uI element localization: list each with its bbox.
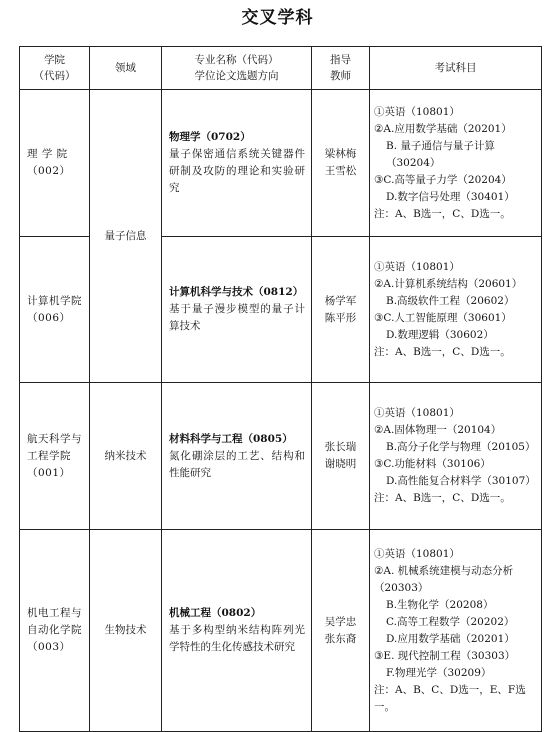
major-topic: 氮化硼涂层的工艺、结构和性能研究 bbox=[169, 449, 305, 479]
advisor-name: 梁林梅 bbox=[324, 148, 357, 160]
exam-line: B.高分子化学与物理（20105） bbox=[386, 441, 536, 453]
table-row bbox=[20, 90, 542, 237]
advisor-name: 王雪松 bbox=[324, 165, 357, 177]
exam-line: D.数理逻辑（30602） bbox=[386, 328, 494, 341]
major-name: 机械工程（0802） bbox=[169, 607, 262, 619]
header-major-line1: 专业名称（代码） bbox=[194, 54, 279, 66]
advisor-cell bbox=[312, 237, 370, 383]
field-cell: 量子信息 bbox=[90, 90, 162, 383]
header-college-line2: （代码） bbox=[33, 70, 76, 82]
exam-line: ②A.固体物理一（20104） bbox=[374, 424, 502, 436]
exam-line: F.物理光学（30209） bbox=[386, 666, 492, 679]
table-header-row bbox=[20, 47, 542, 90]
subject-table bbox=[19, 46, 542, 732]
exam-note: 注：A、B选一，C、D选一。 bbox=[374, 492, 511, 504]
exam-cell bbox=[370, 237, 542, 383]
major-topic: 量子保密通信系统关键器件研制及攻防的理论和实验研究 bbox=[169, 148, 305, 194]
advisor-name: 吴学忠 bbox=[324, 615, 357, 628]
header-advisor-line1: 指导 bbox=[330, 54, 351, 66]
header-advisor-line2: 教师 bbox=[330, 70, 351, 82]
exam-note: 注：A、B选一，C、D选一。 bbox=[374, 207, 511, 220]
header-advisor bbox=[312, 47, 370, 90]
advisor-cell bbox=[312, 90, 370, 237]
exam-cell bbox=[370, 90, 542, 237]
advisor-cell bbox=[312, 530, 370, 732]
major-cell bbox=[162, 90, 312, 237]
header-major bbox=[162, 47, 312, 90]
major-name: 物理学（0702） bbox=[169, 131, 251, 143]
exam-line: D.数字信号处理（30401） bbox=[386, 190, 515, 203]
major-topic: 基于量子漫步模型的量子计算技术 bbox=[169, 303, 305, 332]
exam-cell bbox=[370, 530, 542, 732]
major-topic: 基于多构型纳米结构阵列光学特性的生化传感技术研究 bbox=[169, 624, 305, 653]
advisor-cell bbox=[312, 383, 370, 530]
advisor-name: 张长瑞 bbox=[324, 441, 357, 453]
field-cell: 生物技术 bbox=[90, 530, 162, 732]
major-cell bbox=[162, 383, 312, 530]
header-exam: 考试科目 bbox=[370, 47, 542, 90]
college-cell: 机电工程与自动化学院（003） bbox=[20, 530, 90, 732]
major-cell bbox=[162, 530, 312, 732]
exam-line: C.高等工程数学（20202） bbox=[386, 615, 515, 628]
header-college-line1: 学院 bbox=[44, 54, 65, 66]
exam-note: 注：A、B选一，C、D选一。 bbox=[374, 345, 511, 358]
exam-line: B.高级软件工程（20602） bbox=[386, 294, 515, 307]
header-college bbox=[20, 47, 90, 90]
exam-line: B. 量子通信与量子计算（30204） bbox=[386, 139, 495, 169]
exam-line: ②A. 机械系统建模与动态分析（20303） bbox=[374, 564, 514, 594]
page-title: 交叉学科 bbox=[241, 8, 314, 28]
exam-line: ②A.计算机系统结构（20601） bbox=[374, 277, 523, 290]
header-major-line2: 学位论文选题方向 bbox=[194, 70, 279, 82]
exam-line: ①英语（10801） bbox=[374, 407, 460, 419]
exam-line: ③C.功能材料（30106） bbox=[374, 458, 491, 470]
table-row bbox=[20, 530, 542, 732]
exam-line: ②A.应用数学基础（20201） bbox=[374, 122, 512, 135]
exam-line: D.应用数学基础（20201） bbox=[386, 632, 515, 645]
exam-line: B.生物化学（20208） bbox=[386, 598, 494, 611]
exam-line: ③C.高等量子力学（20204） bbox=[374, 173, 512, 186]
major-cell bbox=[162, 237, 312, 383]
field-cell: 纳米技术 bbox=[90, 383, 162, 530]
exam-line: ③C.人工智能原理（30601） bbox=[374, 311, 512, 324]
exam-line: ①英语（10801） bbox=[374, 547, 460, 560]
advisor-name: 张东裔 bbox=[324, 632, 357, 645]
advisor-name: 谢晓明 bbox=[324, 458, 357, 470]
header-field: 领域 bbox=[90, 47, 162, 90]
exam-line: ③E. 现代控制工程（30303） bbox=[374, 649, 516, 662]
exam-line: ①英语（10801） bbox=[374, 260, 460, 273]
college-cell: 航天科学与工程学院（001） bbox=[20, 383, 90, 530]
exam-line: D.高性能复合材料学（30107） bbox=[386, 475, 536, 487]
advisor-name: 杨学军 bbox=[324, 294, 357, 307]
college-cell: 计算机学院（006） bbox=[20, 237, 90, 383]
table-row bbox=[20, 383, 542, 530]
advisor-name: 陈平形 bbox=[324, 311, 357, 324]
exam-note: 注：A、B、C、D选一，E、F选一。 bbox=[374, 683, 526, 713]
college-cell: 理 学 院（002） bbox=[20, 90, 90, 237]
exam-cell bbox=[370, 383, 542, 530]
major-name: 材料科学与工程（0805） bbox=[169, 432, 293, 445]
exam-line: ①英语（10801） bbox=[374, 105, 460, 118]
major-name: 计算机科学与技术（0812） bbox=[169, 286, 304, 298]
